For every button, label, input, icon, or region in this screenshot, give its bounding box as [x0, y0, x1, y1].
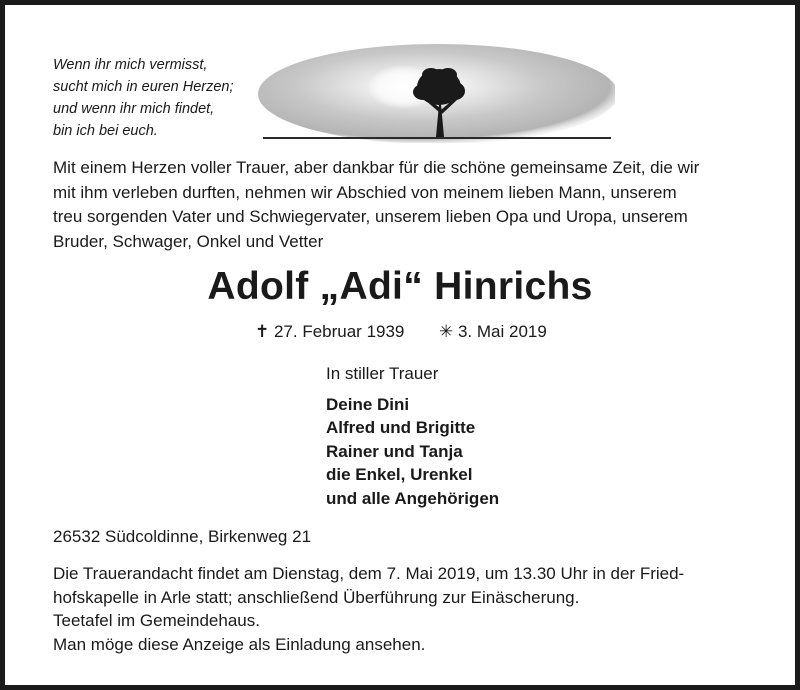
mourner-name: Alfred und Brigitte — [326, 418, 476, 438]
intro-paragraph — [53, 156, 759, 254]
notice-line: Teetafel im Gemeindehaus. — [53, 611, 260, 630]
mourners-block — [326, 362, 499, 511]
poem-line: bin ich bei euch. — [53, 123, 158, 139]
service-notice — [53, 562, 759, 656]
poem-line: sucht mich in euren Herzen; — [53, 79, 234, 95]
family-address: 26532 Südcoldinne, Birkenweg 21 — [53, 527, 312, 546]
intro-line: Mit einem Herzen voller Trauer, aber dankbar für die schöne gemeinsame Zeit, die wir — [53, 158, 700, 177]
deceased-name: Adolf „Adi“ Hinrichs — [207, 265, 593, 308]
notice-line: hofskapelle in Arle statt; anschließend Überführung zur Einäscherung. — [53, 587, 580, 607]
life-dates — [5, 320, 795, 344]
tree-at-sunset-icon — [253, 42, 615, 143]
mourner-name: Deine Dini — [326, 394, 410, 414]
horizon — [263, 137, 611, 139]
notice-line: Die Trauerandacht findet am Dienstag, dem 7. Mai 2019, um 13.30 Uhr in der Fried- — [53, 564, 685, 583]
mourner-name: Rainer und Tanja — [326, 441, 463, 461]
poem-line: und wenn ihr mich findet, — [53, 101, 215, 117]
intro-line: mit ihm verleben durften, nehmen wir Abschied von meinem lieben Mann, unserem — [53, 182, 677, 202]
notice-line: Man möge diese Anzeige als Einladung ansehen. — [53, 634, 426, 654]
mourning-lead: In stiller Trauer — [326, 364, 439, 383]
death-date: ✳ 3. Mai 2019 — [439, 322, 547, 341]
mourner-name: und alle Angehörigen — [326, 488, 500, 508]
poem-line: Wenn ihr mich vermisst, — [53, 57, 208, 73]
memorial-poem — [53, 54, 234, 142]
intro-line: treu sorgenden Vater und Schwiegervater, unserem lieben Opa und Uropa, unserem — [53, 207, 688, 226]
intro-line: Bruder, Schwager, Onkel und Vetter — [53, 231, 324, 251]
mourner-name: die Enkel, Urenkel — [326, 465, 473, 485]
birth-date: ✝ 27. Februar 1939 — [255, 322, 405, 341]
